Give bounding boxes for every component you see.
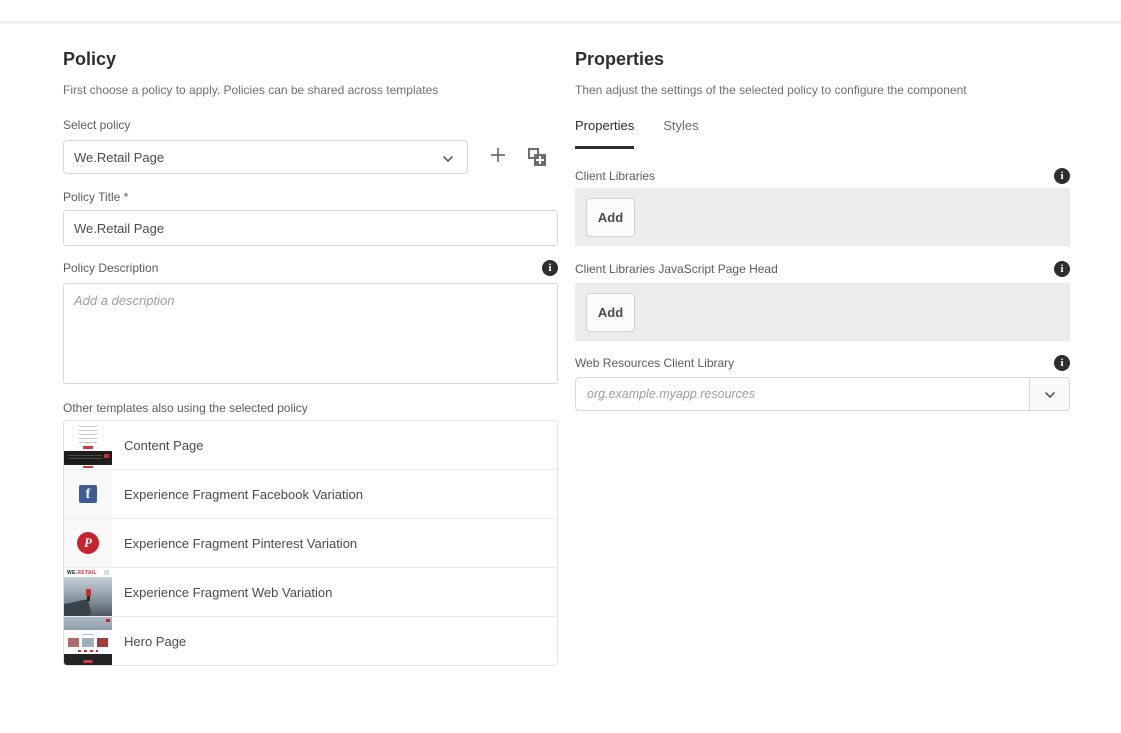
template-row-content-page[interactable] — [64, 421, 557, 469]
template-row-label: Hero Page — [124, 633, 187, 649]
policy-title-label: Policy Title * — [63, 190, 129, 204]
policy-panel — [63, 44, 558, 666]
client-libraries-add-button[interactable]: Add — [586, 198, 635, 237]
template-row-label: Experience Fragment Facebook Variation — [124, 486, 363, 502]
info-icon[interactable]: i — [1054, 168, 1070, 184]
tab-properties[interactable]: Properties — [575, 118, 634, 149]
policy-description-label: Policy Description — [63, 261, 159, 275]
properties-panel-title: Properties — [575, 49, 665, 69]
template-row-label: Experience Fragment Pinterest Variation — [124, 535, 358, 551]
hero-page-thumbnail — [64, 617, 112, 665]
client-libraries-multifield — [575, 188, 1070, 246]
info-icon[interactable]: i — [1054, 261, 1070, 277]
web-resources-input[interactable]: org.example.myapp.resources — [587, 387, 756, 401]
template-row-hero-page[interactable] — [64, 616, 557, 665]
web-resources-label-row — [575, 355, 1070, 371]
info-icon[interactable]: i — [542, 260, 558, 276]
client-libraries-js-head-label-row — [575, 261, 1070, 277]
client-libraries-js-head-label: Client Libraries JavaScript Page Head — [575, 262, 778, 276]
client-libraries-js-head-multifield — [575, 283, 1070, 341]
policy-description-label-row — [63, 260, 558, 276]
template-row-label: Experience Fragment Web Variation — [124, 584, 333, 600]
template-row-label: Content Page — [124, 437, 204, 453]
chevron-down-icon — [443, 150, 453, 165]
policy-description-textarea[interactable] — [63, 283, 558, 384]
policy-select-value: We.Retail Page — [74, 149, 165, 165]
weretail-web-thumbnail: WE. RETAIL — [64, 568, 112, 616]
tab-styles[interactable]: Styles — [663, 118, 699, 133]
properties-panel-description: Then adjust the settings of the selected policy to configure the component — [575, 83, 967, 97]
template-row-facebook-variation[interactable] — [64, 469, 557, 518]
select-policy-label: Select policy — [63, 118, 131, 132]
info-icon[interactable]: i — [1054, 355, 1070, 371]
select-policy-row — [63, 140, 558, 174]
top-divider — [0, 21, 1121, 24]
other-templates-list — [63, 420, 558, 666]
client-libraries-js-head-add-button[interactable]: Add — [586, 293, 635, 332]
template-row-pinterest-variation[interactable] — [64, 518, 557, 567]
properties-tab-bar — [575, 118, 1070, 149]
client-libraries-label: Client Libraries — [575, 169, 656, 183]
pinterest-icon: P — [64, 519, 112, 567]
content-page-thumbnail — [64, 421, 112, 469]
other-templates-label: Other templates also using the selected policy — [63, 401, 308, 415]
chevron-down-icon — [1045, 385, 1055, 403]
policy-select[interactable] — [63, 140, 468, 174]
policy-panel-title: Policy — [63, 49, 117, 69]
policy-title-input[interactable] — [63, 210, 558, 246]
web-resources-label: Web Resources Client Library — [575, 356, 735, 370]
copy-policy-button[interactable] — [528, 148, 546, 166]
client-libraries-label-row — [575, 168, 1070, 184]
web-resources-combobox — [575, 377, 1070, 411]
template-row-web-variation[interactable] — [64, 567, 557, 616]
plus-icon — [490, 147, 506, 168]
properties-panel — [575, 44, 1070, 411]
add-policy-button[interactable] — [490, 149, 506, 165]
policy-panel-description: First choose a policy to apply. Policies can be shared across templates — [63, 83, 439, 97]
facebook-icon: f — [64, 470, 112, 518]
web-resources-dropdown-button[interactable] — [1029, 378, 1069, 410]
